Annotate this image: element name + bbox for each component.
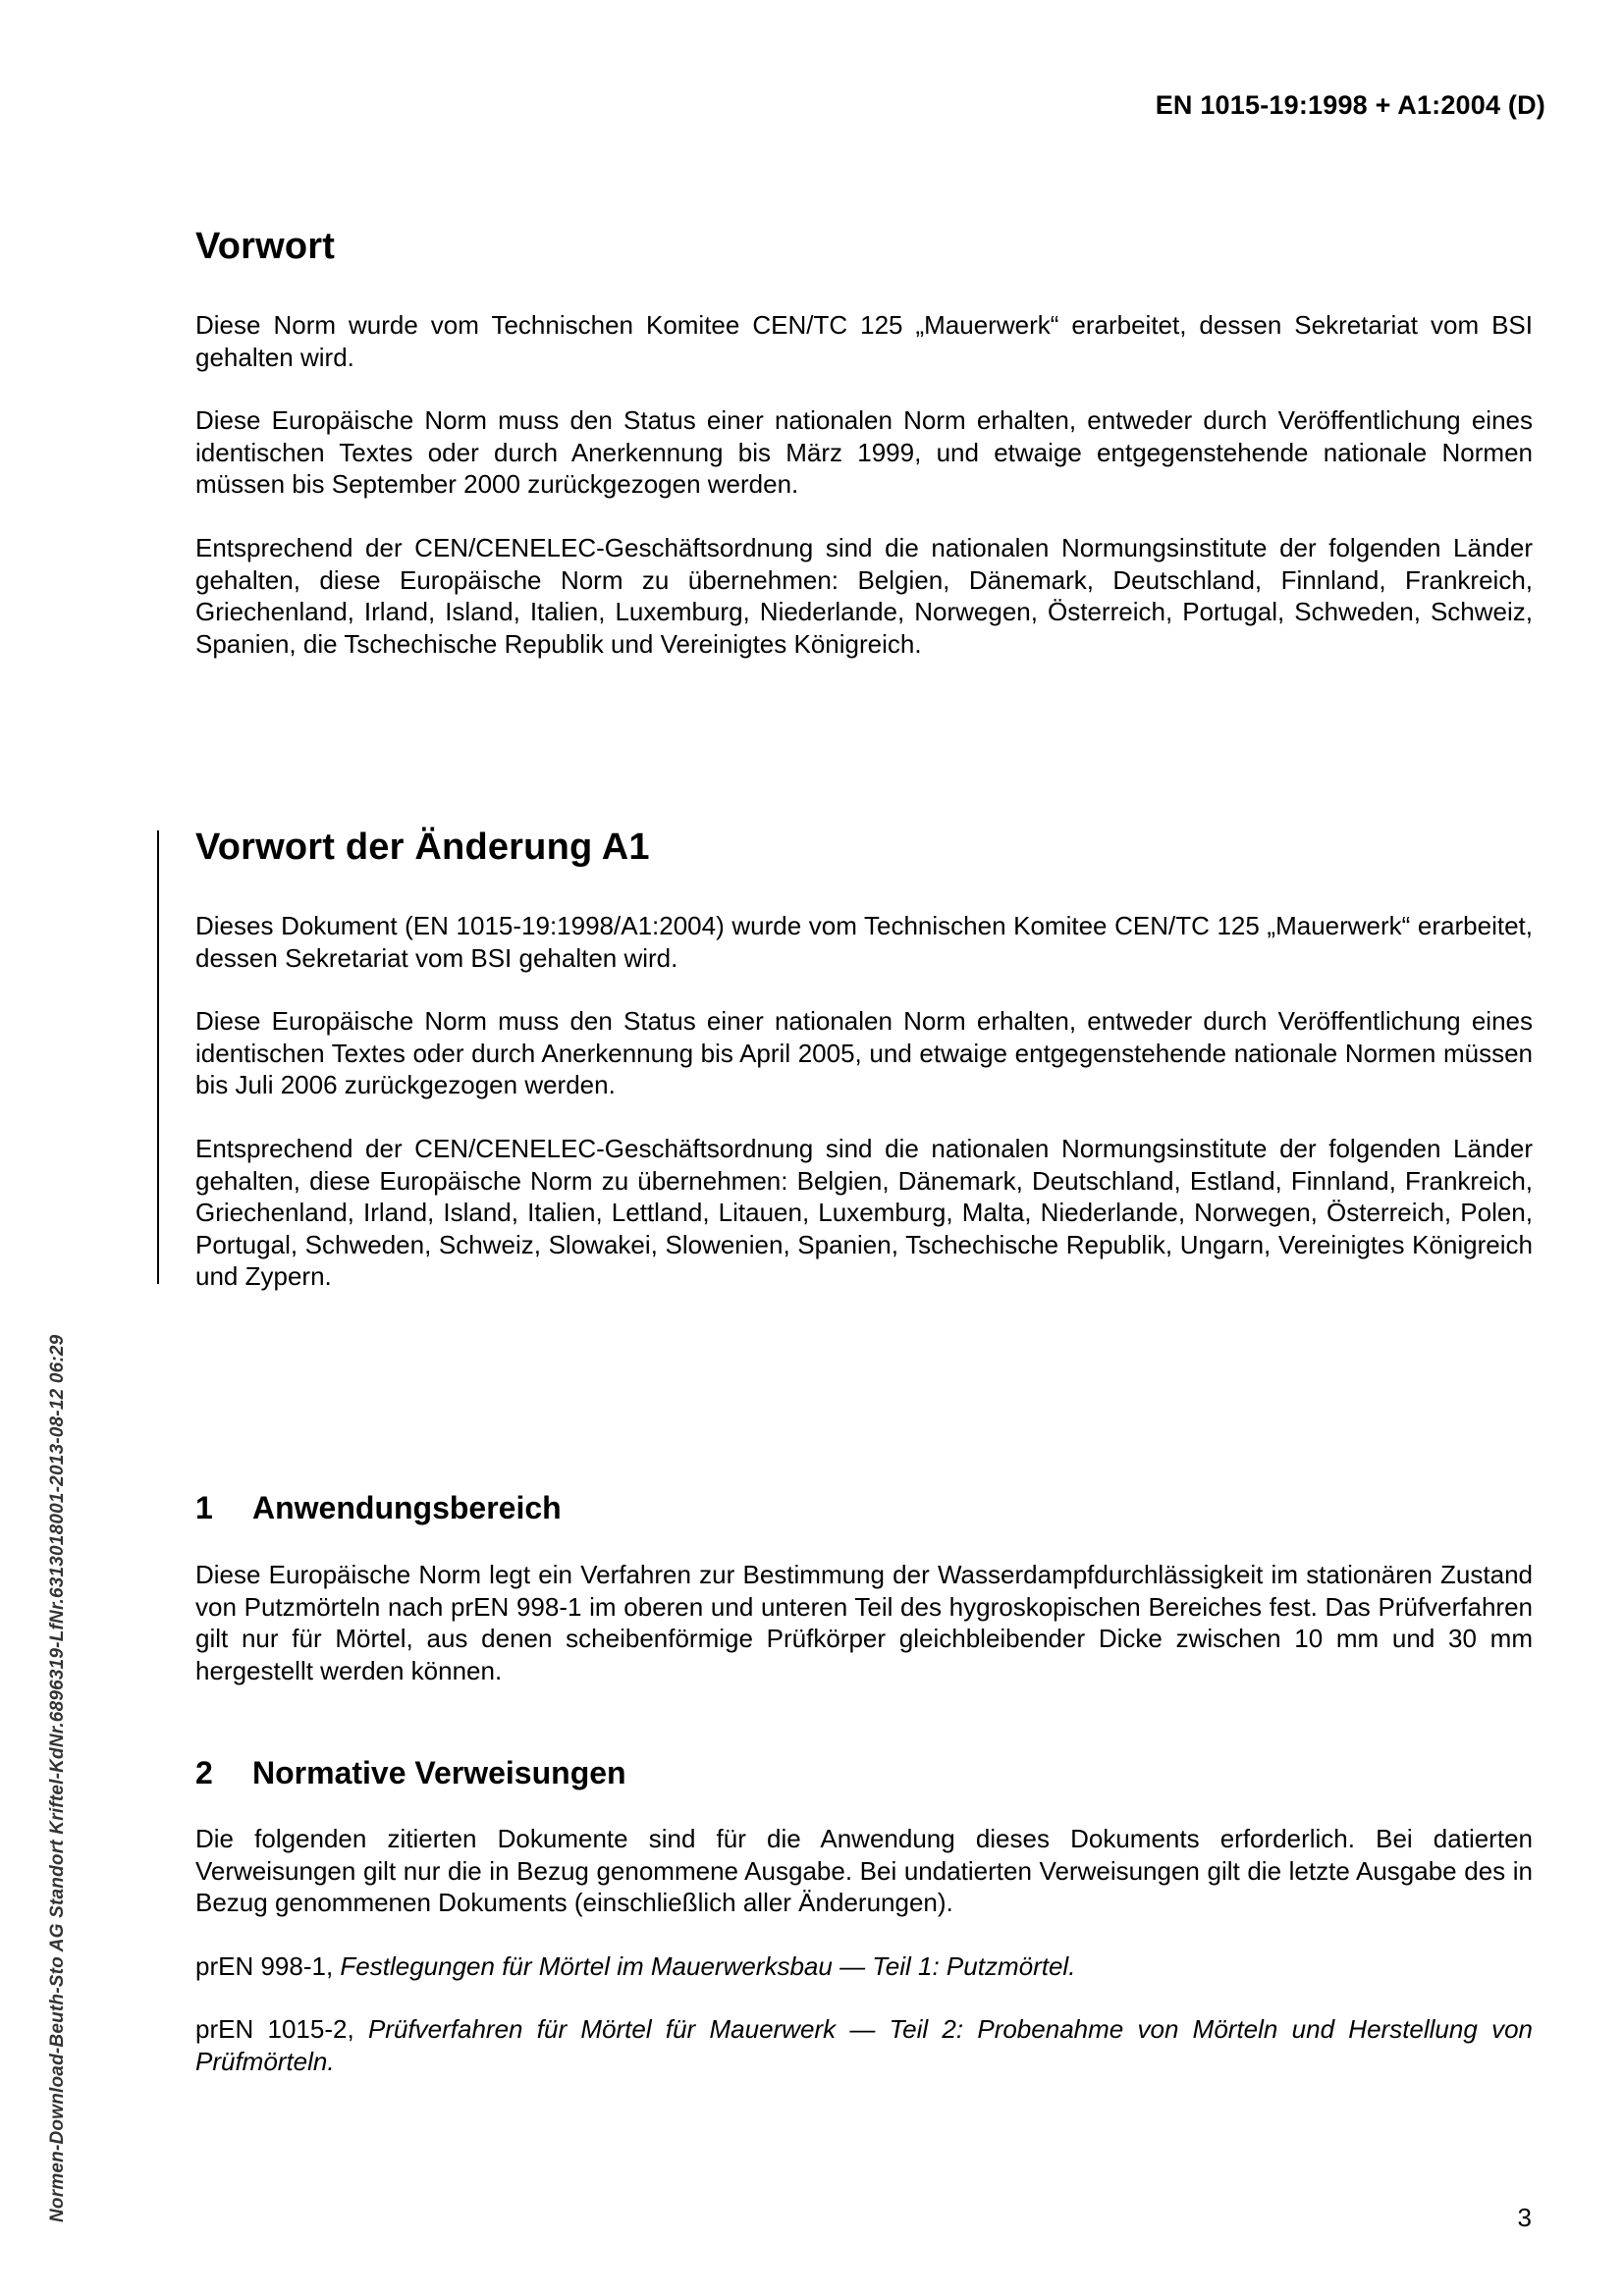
- reference-2-block: [195, 2013, 1533, 2077]
- vorwort-paragraph-2-block: [195, 404, 1533, 501]
- section-2-paragraph-block: [195, 1823, 1533, 1919]
- section-1-paragraph-block: [195, 1559, 1533, 1686]
- reference-code: prEN 1015-2,: [195, 2014, 368, 2044]
- vorwort-title: Vorwort: [195, 226, 336, 267]
- reference-item: [195, 2013, 1533, 2077]
- section-1-heading-block: [195, 1490, 1533, 1526]
- reference-code: prEN 998-1,: [195, 1951, 341, 1981]
- vorwort-heading-block: [195, 226, 1533, 268]
- vorwort-a1-paragraph-1-block: [195, 910, 1533, 974]
- change-bar: [157, 830, 159, 1284]
- vorwort-paragraph: Entsprechend der CEN/CENELEC-Geschäftsordnung sind die nationalen Normungsinstitute der folgenden Länder gehalten, diese Europäische Norm zu übernehmen: Belgien, Dänemark, Deutschland, Finnland, Frankreich, Griechenland, Irland, Island, Italien, Luxemburg, Niederlande, Norwegen, Österreich, Portugal, Schweden, Schweiz, Spanien, die Tschechische Republik und Vereinigtes Königreich.: [195, 533, 1533, 659]
- vorwort-a1-title: Vorwort der Änderung A1: [195, 827, 650, 868]
- section-2-number: 2: [195, 1755, 213, 1790]
- section-1-heading: [195, 1490, 1533, 1526]
- vorwort-a1-paragraph: Diese Europäische Norm muss den Status einer nationalen Norm erhalten, entweder durch Veröffentlichung eines identischen Textes oder durch Anerkennung bis April 2005, und etwaige entgegenstehende nationale Normen müssen bis Juli 2006 zurückgezogen werden.: [195, 1006, 1533, 1099]
- section-1-paragraph: Diese Europäische Norm legt ein Verfahren zur Bestimmung der Wasserdampfdurchlässigkeit im stationären Zustand von Putzmörteln nach prEN 998-1 im oberen und unteren Teil des hygroskopischen Bereiches fest. Das Prüfverfahren gilt nur für Mörtel, aus denen scheibenförmige Prüfkörper gleichbleibender Dicke zwischen 10 mm und 30 mm hergestellt werden können.: [195, 1560, 1533, 1685]
- section-2-heading-block: [195, 1755, 1533, 1791]
- section-1-number: 1: [195, 1490, 213, 1525]
- vorwort-a1-paragraph: Entsprechend der CEN/CENELEC-Geschäftsordnung sind die nationalen Normungsinstitute der folgenden Länder gehalten, diese Europäische Norm zu übernehmen: Belgien, Dänemark, Deutschland, Estland, Finnland, Frankreich, Griechenland, Irland, Island, Italien, Lettland, Litauen, Luxemburg, Malta, Niederlande, Norwegen, Österreich, Polen, Portugal, Schweden, Schweiz, Slowakei, Slowenien, Spanien, Tschechische Republik, Ungarn, Vereinigtes Königreich und Zypern.: [195, 1134, 1533, 1291]
- section-2-paragraph: Die folgenden zitierten Dokumente sind für die Anwendung dieses Dokuments erforderlich. Bei datierten Verweisungen gilt nur die in Bezug genommene Ausgabe. Bei undatierten Verweisungen gilt die letzte Ausgabe des in Bezug genommenen Dokuments (einschließlich aller Änderungen).: [195, 1824, 1533, 1917]
- vorwort-paragraph: Diese Europäische Norm muss den Status einer nationalen Norm erhalten, entweder durch Veröffentlichung eines identischen Textes oder durch Anerkennung bis März 1999, und etwaige entgegenstehende nationale Normen müssen bis September 2000 zurückgezogen werden.: [195, 405, 1533, 499]
- vorwort-paragraph-1-block: [195, 309, 1533, 373]
- vorwort-a1-paragraph-3-block: [195, 1133, 1533, 1293]
- reference-1-block: [195, 1950, 1533, 1983]
- reference-item: [195, 1950, 1533, 1983]
- vorwort-a1-heading-block: [195, 827, 1533, 869]
- section-1-title: Anwendungsbereich: [252, 1490, 562, 1525]
- vorwort-paragraph: Diese Norm wurde vom Technischen Komitee CEN/TC 125 „Mauerwerk“ erarbeitet, dessen Sekretariat vom BSI gehalten wird.: [195, 310, 1533, 372]
- section-2-title: Normative Verweisungen: [252, 1755, 626, 1790]
- page-number: 3: [1517, 2203, 1532, 2232]
- reference-title: Festlegungen für Mörtel im Mauerwerksbau — Teil 1: Putzmörtel.: [340, 1951, 1076, 1981]
- vorwort-paragraph-3-block: [195, 532, 1533, 660]
- reference-title: Prüfverfahren für Mörtel für Mauerwerk — Teil 2: Probenahme von Mörteln und Herstellung von Prüfmörteln.: [195, 2014, 1534, 2076]
- download-watermark-note: Normen-Download-Beuth-Sto AG Standort Kriftel-KdNr.6896319-LfNr.6313018001-2013-08-12 06:29: [47, 1334, 68, 2222]
- section-2-heading: [195, 1755, 1533, 1791]
- vorwort-a1-paragraph-2-block: [195, 1005, 1533, 1101]
- vorwort-a1-paragraph: Dieses Dokument (EN 1015-19:1998/A1:2004) wurde vom Technischen Komitee CEN/TC 125 „Mauerwerk“ erarbeitet, dessen Sekretariat vom BSI gehalten wird.: [195, 911, 1533, 973]
- document-header-id: EN 1015-19:1998 + A1:2004 (D): [1155, 90, 1545, 120]
